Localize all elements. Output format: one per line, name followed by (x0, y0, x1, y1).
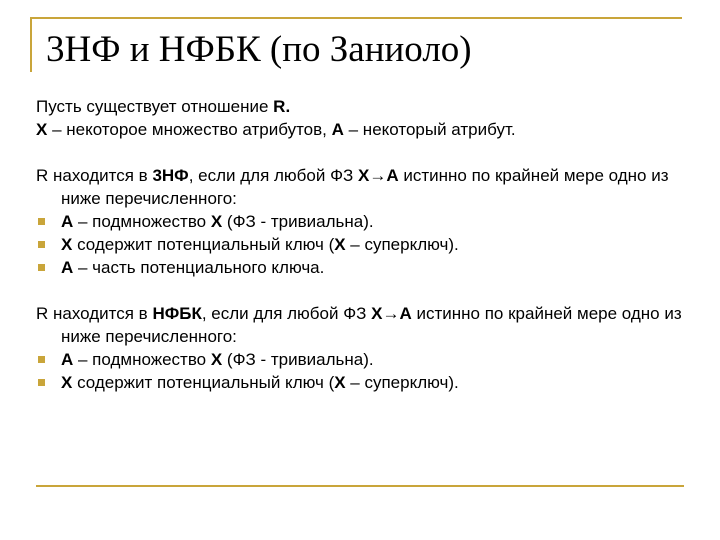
fd-expression: X→A (358, 166, 399, 185)
text-run: R находится в (36, 304, 153, 323)
text-run: (ФЗ - тривиальна). (222, 212, 374, 231)
text-run: (ФЗ - тривиальна). (222, 350, 374, 369)
list-item-bcnf-2 (36, 371, 684, 394)
text-run: X (334, 235, 346, 254)
text-run: – некоторое множество атрибутов, (47, 120, 332, 139)
section-bcnf-lead (36, 302, 684, 348)
intro-line-2 (36, 118, 684, 141)
text-run: X (210, 212, 223, 231)
term-bcnf: НФБК (152, 304, 202, 323)
list-item-3nf-2 (36, 233, 684, 256)
square-bullet-icon (38, 356, 45, 363)
text-run: истинно по крайней мере одно из ниже перечисленного: (61, 166, 669, 208)
text-run: содержит потенциальный ключ ( (72, 373, 335, 392)
text-run: A (61, 350, 74, 369)
text-run: – подмножество (73, 212, 211, 231)
text-run: истинно по крайней мере одно из ниже перечисленного: (61, 304, 682, 346)
text-run: X (61, 235, 73, 254)
text-run: – суперключ). (345, 235, 459, 254)
attr-set-x: X (36, 120, 48, 139)
text-run: A (61, 258, 74, 277)
text-run: – суперключ). (345, 373, 459, 392)
term-3nf: 3НФ (152, 166, 189, 185)
square-bullet-icon (38, 218, 45, 225)
square-bullet-icon (38, 264, 45, 271)
text-run: – некоторый атрибут. (343, 120, 516, 139)
text-run: X (61, 373, 73, 392)
list-item-3nf-3 (36, 256, 684, 279)
list-item-3nf-1 (36, 210, 684, 233)
text-run: X (210, 350, 223, 369)
text-run: R находится в (36, 166, 153, 185)
slide-title: 3НФ и НФБК (по Заниоло) (46, 29, 472, 70)
bottom-rule (36, 485, 684, 487)
slide-body (36, 95, 684, 394)
text-run: X (334, 373, 346, 392)
text-run: , если для любой ФЗ (188, 166, 358, 185)
text-run: A (61, 212, 74, 231)
title-frame-top-rule (30, 17, 682, 19)
spacer (36, 141, 684, 164)
text-run: , если для любой ФЗ (201, 304, 372, 323)
square-bullet-icon (38, 241, 45, 248)
spacer (36, 279, 684, 302)
section-3nf-lead (36, 164, 684, 210)
attr-a: A (331, 120, 344, 139)
intro-line-1 (36, 95, 684, 118)
relation-name: R. (273, 97, 291, 116)
text-run: – часть потенциального ключа. (73, 258, 325, 277)
list-item-bcnf-1 (36, 348, 684, 371)
text-run: – подмножество (73, 350, 211, 369)
title-frame-left-rule (30, 17, 32, 72)
fd-expression: X→A (371, 304, 412, 323)
text-run: содержит потенциальный ключ ( (72, 235, 335, 254)
square-bullet-icon (38, 379, 45, 386)
text-run: Пусть существует отношение (36, 97, 274, 116)
